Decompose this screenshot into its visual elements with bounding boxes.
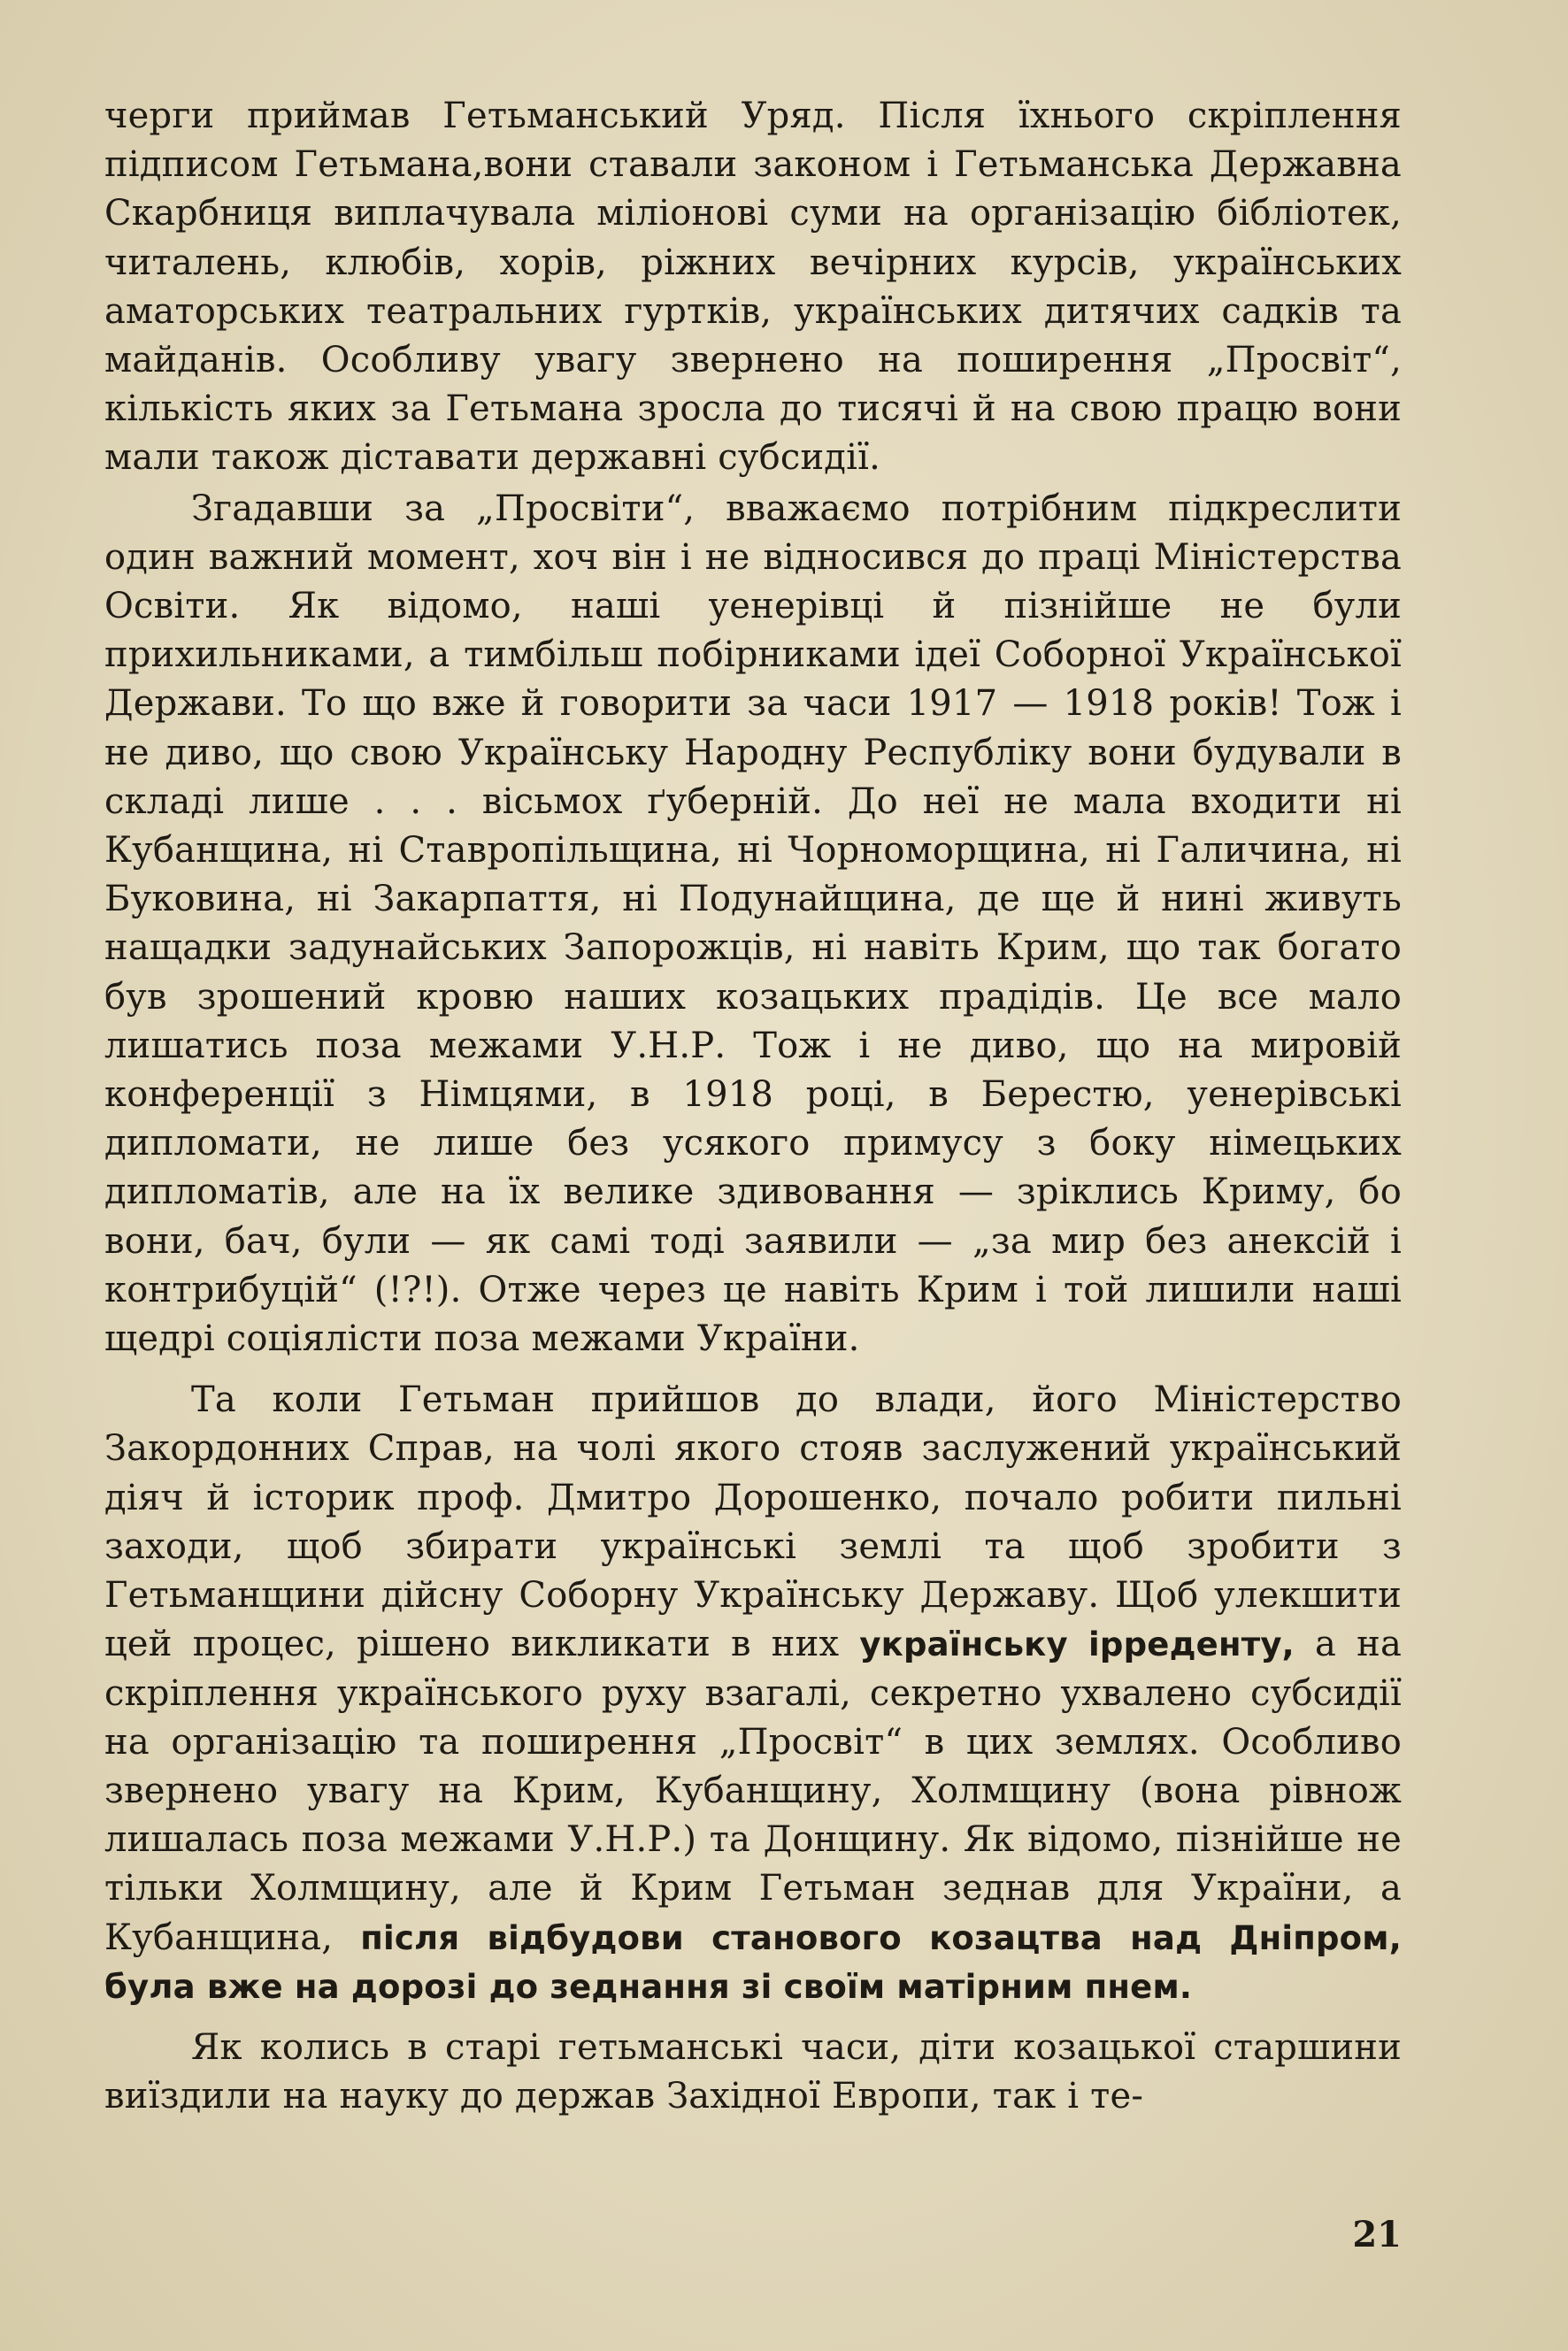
body-text (104, 92, 1402, 2121)
paragraph-2 (104, 485, 1402, 1364)
paragraph-1 (104, 92, 1402, 483)
paragraph-4-text: Як колись в старі гетьманські часи, діти козацької старшини виїздили на науку до держав Західної Европи, так і те- (104, 2026, 1402, 2117)
paragraph-3-bold-irredenta: українську ірреденту, (859, 1625, 1295, 1664)
paragraph-3-bold-kuban: після відбудови станового козацтва над Дніпром, була вже на дорозі до зеднання зі своїм матірним пнем. (104, 1918, 1402, 2006)
paragraph-3 (104, 1376, 1402, 2011)
paragraph-4 (104, 2024, 1402, 2121)
paragraph-1-text: черги приймав Гетьманський Уряд. Після їхнього скріплення підписом Гетьмана,вони ставали законом і Гетьманська Державна Скарбниця виплачувала міліонові суми на організацію бібліотек, читалень, клюбів, хорів, ріжних вечірних курсів, українських аматорських театральних гуртків, українських дитячих садків та майданів. Особливу увагу звернено на поширення „Просвіт“, кількість яких за Гетьмана зросла до тисячі й на свою працю вони мали також діставати державні субсидії. (104, 96, 1402, 479)
paragraph-3-text-a: Та коли Гетьман прийшов до влади, його Міністерство Закордонних Справ, на чолі якого стояв заслужений український діяч й історик проф. Дмитро Дорошенко, почало робити пильні заходи, щоб збирати українські землі та щоб зробити з Гетьманщини дійсну Соборну Українську Державу. Щоб улекшити цей процес, рішено викликати в них (104, 1379, 1402, 1665)
page-number: 21 (1352, 2214, 1402, 2255)
paragraph-2-text: Згадавши за „Просвіти“, вважаємо потрібним підкреслити один важний момент, хоч він і не відносився до праці Міністерства Освіти. Як відомо, наші уенерівці й пізнійше не були прихильниками, а тимбільш побірниками ідеї Соборної Української Держави. То що вже й говорити за часи 1917 — 1918 років! Тож і не диво, що свою Українську Народну Республіку вони будували в складі лише . . . вісьмох ґуберній. До неї не мала входити ні Кубанщина, ні Ставропільщина, ні Чорноморщина, ні Галичина, ні Буковина, ні Закарпаття, ні Подунайщина, де ще й нині живуть нащадки задунайських Запорожців, ні навіть Крим, що так богато був зрошений кровю наших козацьких прадідів. Це все мало лишатись поза межами У.Н.Р. Тож і не диво, що на мировій конференції з Німцями, в 1918 році, в Берестю, уенерівські дипломати, не лише без усякого примусу з боку німецьких дипломатів, але на їх велике здивовання — зріклись Криму, бо вони, бач, були — як самі тоді заявили — „за мир без анексій і контрибуцій“ (!?!). Отже через це навіть Крим і той лишили наші щедрі соціялісти поза межами України. (104, 488, 1402, 1360)
paragraph-3-text-b: а на скріплення українського руху взагалі, секретно ухвалено субсидії на організацію та поширення „Просвіт“ в цих землях. Особливо звернено увагу на Крим, Кубанщину, Холмщину (вона рівнож лишалась поза межами У.Н.Р.) та Донщину. Як відомо, пізнійше не тільки Холмщину, але й Крим Гетьман зеднав для України, а Кубанщина, (104, 1624, 1402, 1958)
